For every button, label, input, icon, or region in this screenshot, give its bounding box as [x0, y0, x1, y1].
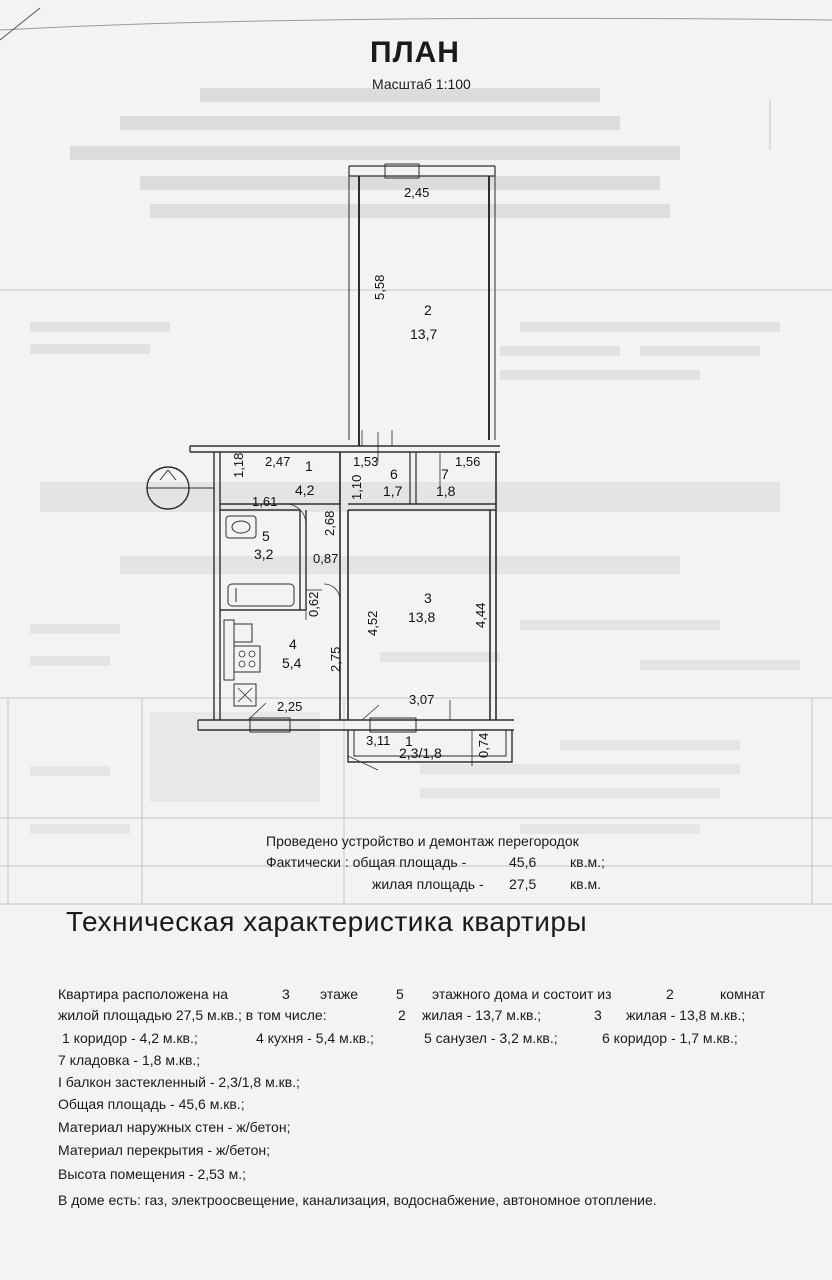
note-total-unit: кв.м.; — [570, 854, 605, 870]
desc-text: жилая - 13,8 м.кв.; — [626, 1007, 746, 1023]
room-area: 5,4 — [282, 655, 302, 671]
note-living-unit: кв.м. — [570, 876, 601, 892]
dim-label: 2,45 — [404, 185, 430, 200]
desc-text: 5 санузел - 3,2 м.кв.; — [424, 1030, 558, 1046]
desc-row-10: В доме есть: газ, электроосвещение, канализация, водоснабжение, автономное отопление. — [58, 1192, 657, 1208]
room-number: 7 — [441, 466, 449, 482]
desc-row-9: Высота помещения - 2,53 м.; — [58, 1166, 247, 1182]
desc-text: жилая - 13,7 м.кв.; — [422, 1007, 542, 1023]
desc-text: Квартира расположена на — [58, 986, 229, 1002]
desc-row-8: Материал перекрытия - ж/бетон; — [58, 1142, 271, 1158]
note-total-value: 45,6 — [509, 854, 537, 870]
desc-row-5: I балкон застекленный - 2,3/1,8 м.кв.; — [58, 1074, 300, 1090]
desc-text: 1 коридор - 4,2 м.кв.; — [62, 1030, 198, 1046]
dim-label: 4,44 — [473, 602, 488, 628]
dim-label: 1,18 — [231, 452, 246, 478]
bathtub-icon — [228, 584, 294, 606]
desc-value: 3 — [594, 1007, 602, 1023]
desc-text: жилой площадью 27,5 м.кв.; в том числе: — [58, 1007, 327, 1023]
note-partitions: Проведено устройство и демонтаж перегородок — [266, 833, 579, 849]
desc-value: 2 — [398, 1007, 406, 1023]
room-number: 2 — [424, 302, 432, 318]
page-title: ПЛАН — [370, 36, 460, 69]
note-living-value: 27,5 — [509, 876, 537, 892]
dim-label: 2,68 — [322, 510, 337, 536]
desc-row-7: Материал наружных стен - ж/бетон; — [58, 1119, 291, 1135]
sink-icon — [226, 516, 256, 538]
room-number: 3 — [424, 590, 432, 606]
dim-label: 3,07 — [409, 692, 435, 707]
desc-text: 6 коридор - 1,7 м.кв.; — [602, 1030, 738, 1046]
room-number: 4 — [289, 636, 297, 652]
room-number: 1 — [305, 458, 313, 474]
section-title: Техническая характеристика квартиры — [66, 906, 588, 937]
dim-label: 2,25 — [277, 699, 303, 714]
stove-icon — [234, 646, 260, 672]
room-area: 2,3/1,8 — [399, 745, 442, 761]
dim-label: 1,10 — [349, 474, 364, 500]
room-area: 13,8 — [408, 609, 436, 625]
room-area: 4,2 — [295, 482, 315, 498]
note-living-label: жилая площадь - — [372, 876, 484, 892]
desc-value: 3 — [282, 986, 290, 1002]
room-area: 1,8 — [436, 483, 456, 499]
desc-value: 2 — [666, 986, 674, 1002]
room-number: 5 — [262, 528, 270, 544]
dim-label: 3,11 — [366, 733, 391, 748]
room-area: 3,2 — [254, 546, 274, 562]
kitchen-sink-icon — [234, 624, 252, 642]
dim-label: 4,52 — [365, 610, 380, 636]
desc-text: 4 кухня - 5,4 м.кв.; — [256, 1030, 374, 1046]
room-area: 1,7 — [383, 483, 403, 499]
desc-text: этажного дома и состоит из — [432, 986, 612, 1002]
dim-label: 2,47 — [265, 454, 291, 469]
room-area: 13,7 — [410, 326, 438, 342]
dim-label: 2,75 — [328, 646, 343, 672]
dim-label: 1,56 — [455, 454, 481, 469]
dim-label: 1,61 — [252, 494, 278, 509]
scale-label: Масштаб 1:100 — [372, 76, 471, 92]
desc-row-6: Общая площадь - 45,6 м.кв.; — [58, 1096, 245, 1112]
desc-row-4: 7 кладовка - 1,8 м.кв.; — [58, 1052, 201, 1068]
dim-label: 0,62 — [306, 591, 321, 617]
dim-label: 0,87 — [313, 551, 339, 566]
room-number: 1 — [405, 733, 413, 749]
note-total-label: Фактически : общая площадь - — [266, 854, 467, 870]
room-number: 6 — [390, 466, 398, 482]
desc-value: 5 — [396, 986, 404, 1002]
dim-label: 5,58 — [372, 274, 387, 300]
desc-text: комнат — [720, 986, 766, 1002]
dim-label: 0,74 — [476, 732, 491, 758]
dim-label: 1,53 — [353, 454, 379, 469]
desc-text: этаже — [320, 986, 359, 1002]
